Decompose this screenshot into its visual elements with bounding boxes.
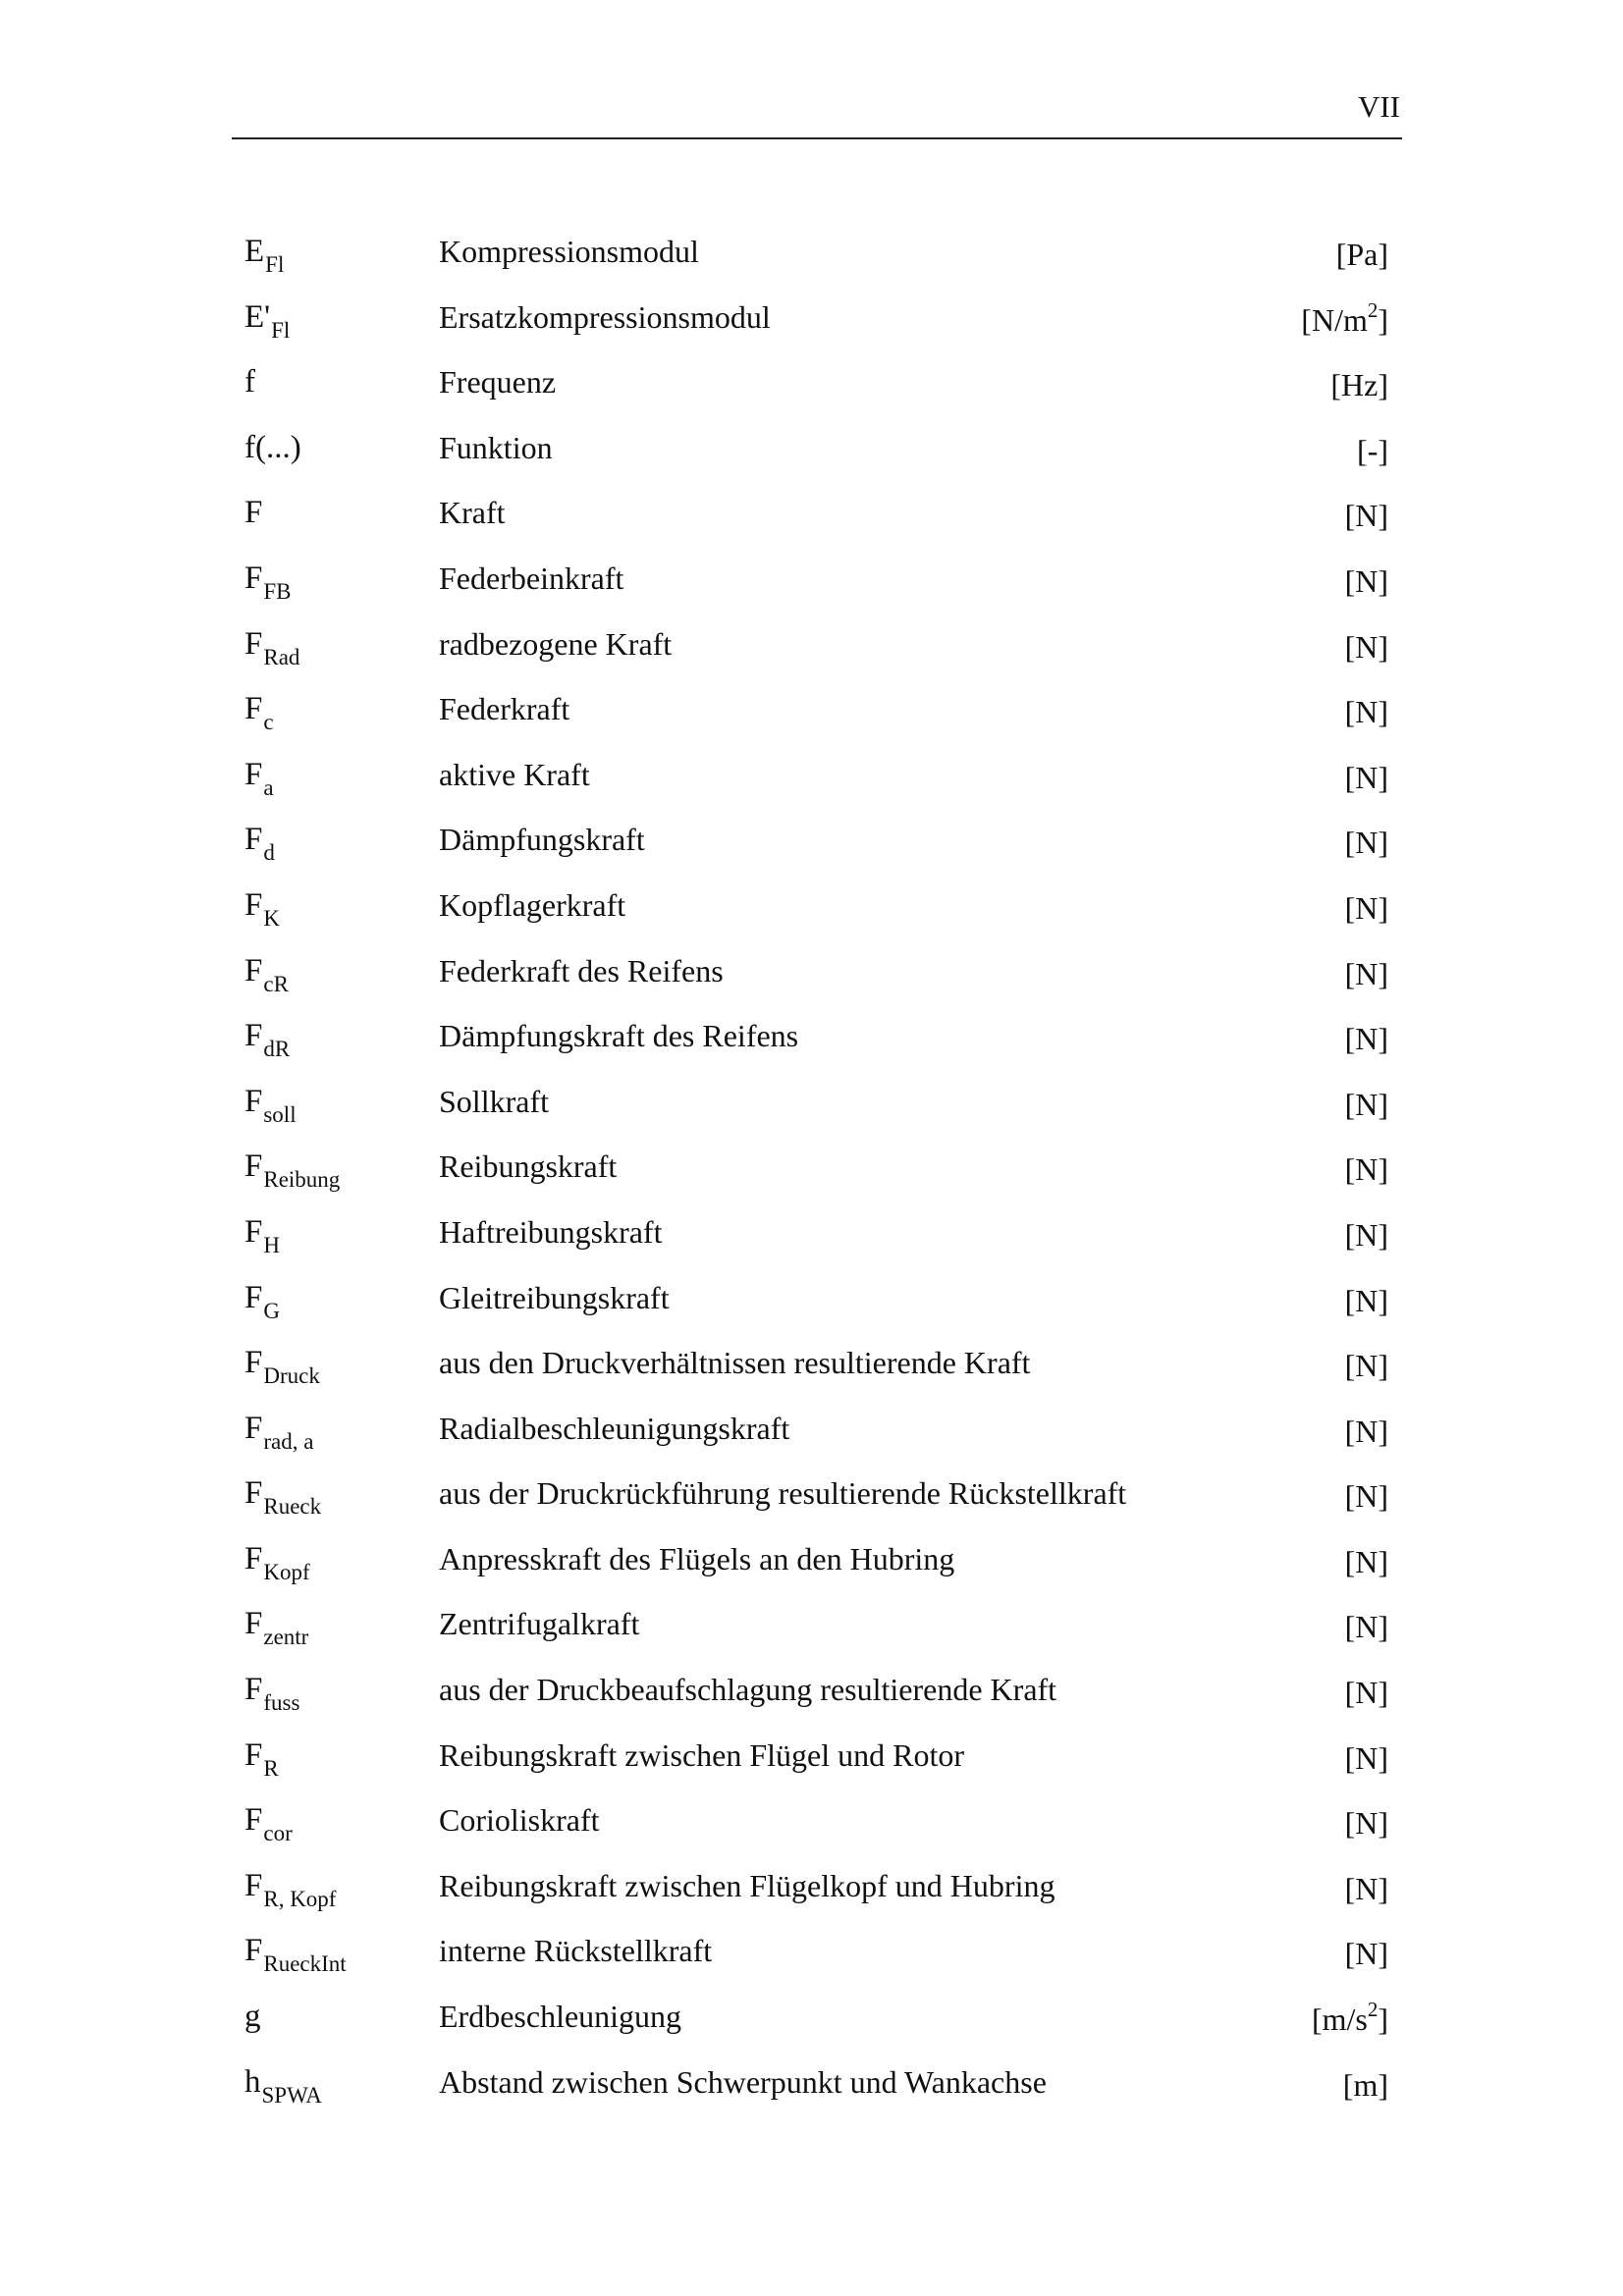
unit-text: [N] [1344, 1151, 1388, 1188]
unit [1344, 694, 1388, 730]
unit-text: [N] [1344, 955, 1388, 991]
symbol-subscript: fuss [263, 1690, 300, 1716]
description: Sollkraft [439, 1083, 549, 1119]
unit-text: [-] [1357, 432, 1388, 468]
description: aktive Kraft [439, 756, 590, 792]
unit [1344, 1348, 1388, 1384]
list-item [243, 614, 1392, 680]
description: Reibungskraft [439, 1148, 618, 1185]
symbol-subscript: cor [263, 1821, 293, 1846]
symbol [244, 298, 291, 343]
description: Kompressionsmodul [439, 234, 699, 269]
unit-text: [N] [1344, 1543, 1388, 1579]
symbol-base: F [244, 691, 263, 727]
unit [1344, 825, 1388, 861]
description: Gleitreibungskraft [439, 1279, 670, 1315]
list-item [243, 1660, 1392, 1726]
symbol [244, 691, 274, 735]
unit [1344, 1282, 1388, 1318]
symbol-base: f(...) [244, 429, 301, 465]
unit-text: [N] [1344, 628, 1388, 665]
symbol [244, 1345, 320, 1389]
unit-text: [m] [1342, 2066, 1388, 2103]
page-header [232, 86, 1402, 139]
description: Zentrifugalkraft [439, 1606, 640, 1642]
unit [1342, 2066, 1388, 2103]
unit-text: [N] [1344, 1739, 1388, 1776]
symbol-subscript: cR [263, 971, 289, 996]
symbol-base: F [244, 625, 263, 662]
symbol-base: F [244, 560, 263, 596]
symbol-subscript: dR [263, 1037, 291, 1062]
list-item [243, 876, 1392, 941]
symbol [244, 497, 263, 529]
description: radbezogene Kraft [439, 625, 673, 662]
symbol-base: F [244, 886, 263, 923]
unit [1344, 1609, 1388, 1645]
page-number: VII [1357, 89, 1400, 124]
list-item [243, 222, 1392, 288]
unit-text: [N] [1344, 694, 1388, 730]
symbol [244, 886, 280, 931]
symbol-subscript: Fl [265, 252, 285, 277]
symbol-base: F [244, 756, 263, 792]
list-item [243, 1464, 1392, 1529]
unit-text: [N] [1344, 1413, 1388, 1449]
symbol-base: F [244, 1148, 263, 1185]
description: Kraft [439, 495, 506, 531]
symbol [244, 822, 275, 866]
description: Anpresskraft des Flügels an den Hubring [439, 1540, 955, 1576]
description: Frequenz [439, 364, 557, 400]
unit-text: [N] [1344, 1282, 1388, 1318]
symbol [244, 1279, 280, 1323]
symbol-base: F [244, 1802, 263, 1839]
symbol [244, 1148, 341, 1193]
symbol-base: F [244, 495, 263, 531]
unit [1344, 759, 1388, 795]
unit [1336, 239, 1388, 270]
unit-superscript: 2 [1367, 297, 1379, 322]
symbol-subscript: soll [263, 1101, 297, 1127]
unit [1344, 628, 1388, 665]
symbol-base: F [244, 1540, 263, 1576]
symbol [244, 1475, 322, 1520]
list-item [243, 1333, 1392, 1399]
symbol-subscript: Rueck [263, 1494, 322, 1520]
unit-text: [N] [1344, 498, 1388, 534]
symbol [244, 625, 300, 669]
unit-text: [N] [1344, 1675, 1388, 1711]
unit-text: [N] [1344, 1086, 1388, 1122]
symbol-base: F [244, 952, 263, 988]
unit-text: [N] [1344, 825, 1388, 861]
symbol [244, 952, 289, 996]
symbol-base: F [244, 1672, 263, 1708]
unit [1344, 1151, 1388, 1188]
symbol [244, 1540, 310, 1584]
unit-text: [N] [1344, 889, 1388, 926]
unit [1344, 889, 1388, 926]
unit [1344, 1086, 1388, 1122]
unit [1344, 1543, 1388, 1579]
description: Radialbeschleunigungskraft [439, 1410, 790, 1446]
symbol [244, 560, 292, 604]
unit-superscript: 2 [1367, 1998, 1379, 2022]
unit-text: [N] [1344, 1216, 1388, 1253]
unit-text: [N/m [1301, 301, 1368, 338]
symbol [244, 1083, 297, 1127]
unit-text: [N] [1344, 1609, 1388, 1645]
symbol-list [243, 222, 1392, 2117]
unit [1344, 955, 1388, 991]
description: Funktion [439, 429, 553, 465]
description: Kopflagerkraft [439, 886, 626, 923]
symbol-base: F [244, 1933, 263, 1969]
symbol [244, 2063, 322, 2108]
symbol-subscript: H [263, 1232, 280, 1257]
unit [1345, 1415, 1388, 1447]
symbol-base: g [244, 1999, 261, 2035]
list-item [243, 1856, 1392, 1922]
list-item [243, 1399, 1392, 1465]
list-item [243, 941, 1392, 1007]
description: aus den Druckverhältnissen resultierende Kraft [439, 1345, 1031, 1381]
list-item [243, 483, 1392, 549]
list-item [243, 745, 1392, 811]
symbol-base: F [244, 1345, 263, 1381]
symbol [244, 1867, 337, 1911]
unit-text: [N] [1344, 1021, 1388, 1057]
unit [1330, 367, 1388, 403]
list-item [243, 549, 1392, 614]
description: Ersatzkompressionsmodul [439, 298, 771, 335]
symbol-subscript: R, Kopf [263, 1886, 337, 1911]
description: Federbeinkraft [439, 560, 624, 596]
description: interne Rückstellkraft [439, 1933, 713, 1969]
symbol-subscript: a [263, 774, 274, 800]
list-item [243, 1268, 1392, 1334]
symbol-base: F [244, 1410, 263, 1446]
unit [1344, 1478, 1388, 1515]
symbol-subscript: d [263, 840, 275, 866]
list-item [243, 1072, 1392, 1138]
unit-text: [N] [1344, 1870, 1388, 1906]
unit-text: [Hz] [1330, 367, 1388, 403]
symbol [244, 1606, 309, 1650]
symbol-subscript: rad, a [263, 1428, 314, 1454]
unit-close: ] [1378, 2002, 1388, 2038]
list-item [243, 288, 1392, 353]
symbol-subscript: RueckInt [263, 1951, 347, 1977]
symbol [244, 1410, 314, 1454]
unit [1344, 1805, 1388, 1842]
symbol [244, 1933, 347, 1977]
unit [1301, 297, 1388, 338]
symbol-base: F [244, 1736, 263, 1773]
symbol [244, 429, 302, 465]
list-item [243, 1529, 1392, 1595]
unit [1357, 432, 1388, 468]
symbol-base: h [244, 2063, 261, 2100]
description: Dämpfungskraft des Reifens [439, 1018, 799, 1054]
unit [1344, 1021, 1388, 1057]
list-item [243, 1594, 1392, 1660]
symbol-base: E' [244, 298, 271, 335]
symbol [244, 366, 256, 399]
symbol-subscript: SPWA [261, 2082, 322, 2108]
description: aus der Druckbeaufschlagung resultierende Kraft [439, 1672, 1057, 1708]
description: aus der Druckrückführung resultierende Rückstellkraft [439, 1475, 1127, 1512]
symbol-base: F [244, 1475, 263, 1512]
list-item [243, 1987, 1392, 2053]
description: Haftreibungskraft [439, 1213, 663, 1250]
symbol [244, 1018, 291, 1062]
unit-text: [N] [1344, 1805, 1388, 1842]
unit [1311, 1998, 1388, 2038]
list-item [243, 1726, 1392, 1791]
symbol-subscript: K [263, 905, 280, 931]
unit [1344, 562, 1388, 599]
list-item [243, 1202, 1392, 1268]
symbol-subscript: FB [263, 578, 292, 604]
list-item [243, 1137, 1392, 1202]
symbol-subscript: Druck [263, 1363, 320, 1389]
description: Reibungskraft zwischen Flügel und Rotor [439, 1736, 965, 1773]
description: Reibungskraft zwischen Flügelkopf und Hubring [439, 1867, 1055, 1903]
description: Abstand zwischen Schwerpunkt und Wankachse [439, 2063, 1047, 2100]
symbol-subscript: Fl [271, 317, 291, 343]
symbol-base: F [244, 1083, 263, 1119]
unit-text: [N] [1344, 562, 1388, 599]
symbol-subscript: G [263, 1298, 280, 1323]
symbol [244, 2001, 262, 2033]
unit [1344, 1739, 1388, 1776]
symbol-base: F [244, 822, 263, 858]
unit-text: [m/s [1311, 2002, 1368, 2038]
description: Erdbeschleunigung [439, 1999, 682, 2035]
unit-text: [N] [1344, 759, 1388, 795]
unit-text: [N] [1344, 1348, 1388, 1384]
symbol [244, 1736, 279, 1781]
unit [1344, 498, 1388, 534]
symbol [244, 1802, 293, 1846]
unit [1344, 1936, 1388, 1972]
symbol-subscript: Reibung [263, 1167, 341, 1193]
symbol-subscript: R [263, 1755, 279, 1781]
symbol [244, 756, 274, 800]
unit [1344, 1870, 1388, 1906]
list-item [243, 2053, 1392, 2118]
symbol-base: E [244, 234, 265, 269]
symbol-subscript: Rad [263, 644, 300, 669]
list-item [243, 810, 1392, 876]
unit [1344, 1675, 1388, 1711]
symbol [244, 234, 285, 277]
symbol-subscript: zentr [263, 1625, 309, 1650]
list-item [243, 679, 1392, 745]
symbol-subscript: Kopf [263, 1559, 310, 1584]
symbol-base: F [244, 1867, 263, 1903]
list-item [243, 352, 1392, 418]
symbol [244, 1213, 280, 1257]
unit [1344, 1216, 1388, 1253]
list-item [243, 1921, 1392, 1987]
symbol-base: F [244, 1018, 263, 1054]
unit-text: [Pa] [1335, 237, 1388, 272]
symbol-base: F [244, 1279, 263, 1315]
list-item [243, 1790, 1392, 1856]
unit-text: [N] [1344, 1478, 1388, 1515]
symbol [244, 1672, 300, 1716]
symbol-subscript: c [263, 710, 274, 735]
description: Dämpfungskraft [439, 822, 645, 858]
symbol-base: F [244, 1606, 263, 1642]
symbol-base: f [244, 364, 255, 400]
list-item [243, 1006, 1392, 1072]
description: Federkraft [439, 691, 570, 727]
list-item [243, 418, 1392, 484]
description: Corioliskraft [439, 1802, 600, 1839]
symbol-base: F [244, 1213, 263, 1250]
unit-text: [N] [1344, 1936, 1388, 1972]
unit-close: ] [1378, 301, 1388, 338]
description: Federkraft des Reifens [439, 952, 724, 988]
